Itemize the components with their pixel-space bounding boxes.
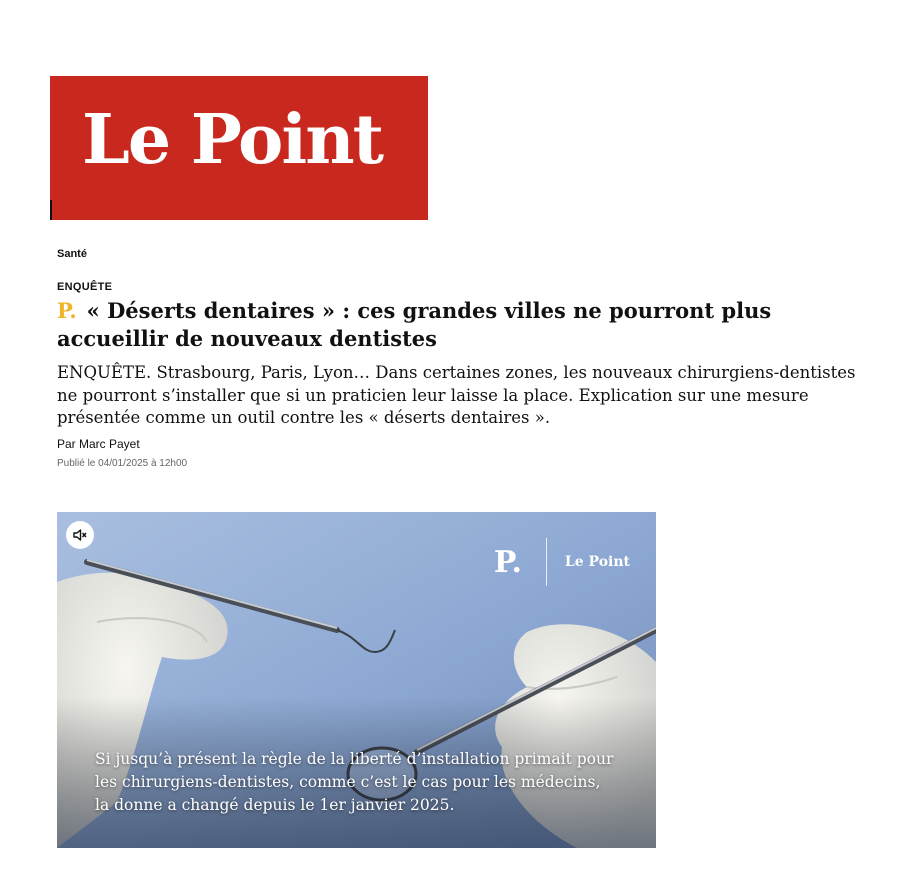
rubric-link[interactable]: Santé <box>57 248 87 260</box>
watermark-divider <box>546 538 547 586</box>
video-caption: Si jusqu’à présent la règle de la liberté d’installation primait pour les chirurgiens-dentistes, comme c’est le cas pour les médecins, la donne a changé depuis le 1er janvier 2025. <box>95 750 614 814</box>
premium-badge-icon: P. <box>57 298 77 323</box>
article-video[interactable] <box>57 512 656 848</box>
publish-date: Publié le 04/01/2025 à 12h00 <box>57 458 188 469</box>
article-title <box>57 297 877 353</box>
mute-button[interactable] <box>66 521 94 549</box>
site-logo[interactable] <box>50 76 428 220</box>
speaker-muted-icon <box>72 527 88 543</box>
article-kicker: ENQUÊTE <box>57 281 113 293</box>
author-byline[interactable]: Par Marc Payet <box>57 437 140 451</box>
watermark-brand: Le Point <box>564 554 630 570</box>
logo-text: Le Point <box>82 100 383 180</box>
article-lead: ENQUÊTE. Strasbourg, Paris, Lyon… Dans certaines zones, les nouveaux chirurgiens-dentistes ne pourront s’installer que si un praticien leur laisse la place. Explication sur une mesure présentée comme un outil contre les « déserts dentaires ». <box>57 363 856 427</box>
video-watermark <box>494 538 630 586</box>
watermark-p-icon: P. <box>493 544 522 580</box>
article-title-text: « Déserts dentaires » : ces grandes villes ne pourront plus accueillir de nouveaux dentistes <box>57 298 772 351</box>
logo-edge-mark <box>50 200 52 220</box>
